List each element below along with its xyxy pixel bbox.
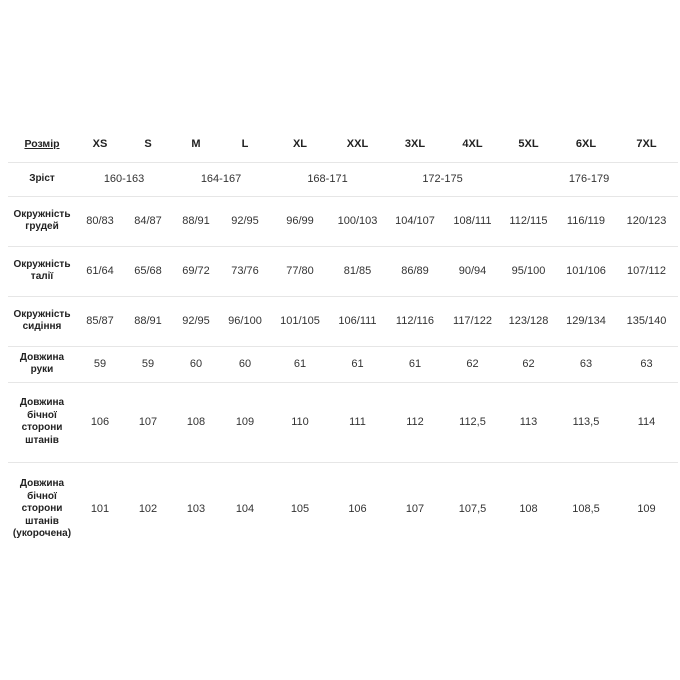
table-cell: 60 [220,346,270,382]
size-table [8,128,678,556]
height-group-3: 168-171 [270,162,385,196]
table-cell: 110 [270,382,330,462]
size-5xl: 5XL [500,128,557,162]
table-cell: 62 [445,346,500,382]
table-cell: 61/64 [76,246,124,296]
height-label: Зріст [8,162,76,196]
table-cell: 73/76 [220,246,270,296]
table-cell: 106 [76,382,124,462]
table-cell: 61 [330,346,385,382]
size-7xl: 7XL [615,128,678,162]
table-cell: 80/83 [76,196,124,246]
table-cell: 108/111 [445,196,500,246]
table-cell: 108,5 [572,502,600,515]
table-cell: 102 [138,502,158,515]
table-cell: 61 [270,346,330,382]
seat-row [8,296,678,346]
chest-row [8,196,678,246]
table-cell: 129/134 [557,296,615,346]
arm-label: Довжина руки [8,346,76,382]
table-cell: 62 [500,346,557,382]
table-cell: 106 [348,502,367,515]
table-cell: 112,5 [445,382,500,462]
table-cell: 109 [220,382,270,462]
table-cell: 112 [385,382,445,462]
waist-label: Окружність талії [8,246,76,296]
table-cell: 63 [615,346,678,382]
table-cell: 103 [186,502,206,515]
table-cell: 95/100 [500,246,557,296]
size-4xl: 4XL [445,128,500,162]
table-cell: 96/99 [270,196,330,246]
table-cell: 109 [637,502,656,515]
table-cell: 104/107 [385,196,445,246]
size-3xl: 3XL [385,128,445,162]
table-cell: 63 [557,346,615,382]
table-cell: 85/87 [76,296,124,346]
size-xl: XL [270,128,330,162]
table-cell: 90/94 [445,246,500,296]
size-chart [8,128,678,556]
table-cell: 113,5 [557,382,615,462]
waist-row [8,246,678,296]
side-length-row [8,382,678,462]
table-cell: 123/128 [500,296,557,346]
arm-row [8,346,678,382]
table-cell: 101/105 [270,296,330,346]
size-xs: XS [76,128,124,162]
table-cell: 65/68 [124,246,172,296]
height-group-4: 172-175 [385,162,500,196]
table-cell: 117/122 [445,296,500,346]
table-cell: 107/112 [615,246,678,296]
table-cell: 92/95 [172,296,220,346]
header-row [8,128,678,162]
table-cell: 86/89 [385,246,445,296]
side-length-short-label: Довжина бічної сторони штанів (укорочена) [12,478,72,539]
table-cell: 112/115 [500,196,557,246]
size-l: L [220,128,270,162]
table-cell: 116/119 [557,196,615,246]
table-cell: 120/123 [615,196,678,246]
height-group-2: 164-167 [172,162,270,196]
table-cell: 100/103 [330,196,385,246]
side-length-short-row [8,462,678,556]
chest-label: Окружність грудей [8,196,76,246]
table-cell: 135/140 [615,296,678,346]
seat-label: Окружність сидіння [8,296,76,346]
table-cell: 77/80 [270,246,330,296]
height-row [8,162,678,196]
size-6xl: 6XL [557,128,615,162]
size-header-label[interactable]: Розмір [8,128,76,162]
table-cell: 88/91 [124,296,172,346]
table-cell: 107 [124,382,172,462]
table-cell: 59 [124,346,172,382]
table-cell: 113 [500,382,557,462]
table-cell: 81/85 [330,246,385,296]
height-group-1: 160-163 [76,162,172,196]
size-s: S [124,128,172,162]
table-cell: 107 [405,502,425,515]
table-cell: 101/106 [557,246,615,296]
table-cell: 92/95 [220,196,270,246]
table-cell: 108 [172,382,220,462]
height-group-5: 176-179 [500,162,678,196]
side-length-label: Довжина бічної сторони штанів [8,382,76,462]
table-cell: 96/100 [220,296,270,346]
table-cell: 106/111 [330,296,385,346]
table-cell: 59 [76,346,124,382]
table-cell: 111 [330,382,385,462]
table-cell: 105 [290,502,310,515]
table-cell: 60 [172,346,220,382]
table-cell: 108 [519,502,538,515]
table-cell: 69/72 [172,246,220,296]
size-xxl: XXL [330,128,385,162]
table-cell: 104 [235,502,255,515]
table-cell: 84/87 [124,196,172,246]
table-cell: 101 [90,502,110,515]
size-m: M [172,128,220,162]
table-cell: 107,5 [458,502,487,515]
table-cell: 114 [615,382,678,462]
table-cell: 88/91 [172,196,220,246]
table-cell: 61 [385,346,445,382]
table-cell: 112/116 [385,296,445,346]
